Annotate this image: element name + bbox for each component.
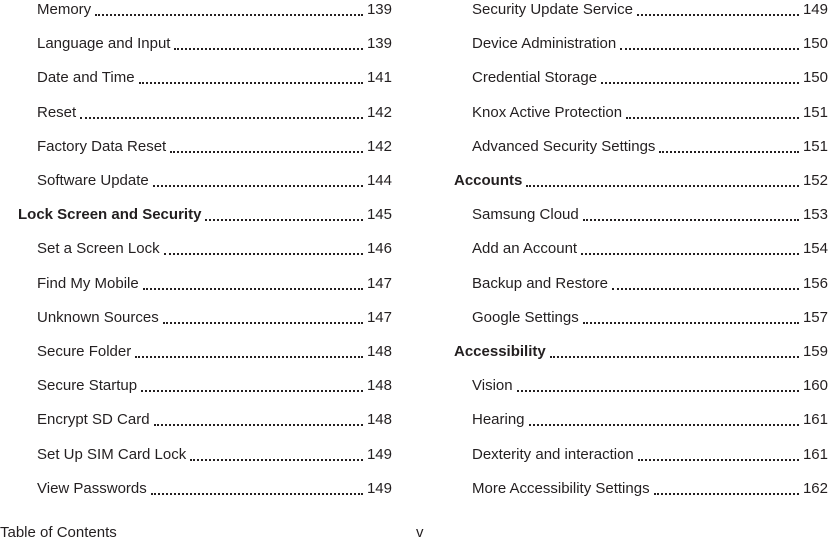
dot-leader <box>154 423 363 426</box>
toc-entry-page: 150 <box>802 69 828 87</box>
toc-entry-page: 156 <box>802 274 828 292</box>
toc-entry[interactable] <box>0 68 392 88</box>
toc-entry[interactable] <box>0 34 392 54</box>
dot-leader <box>626 116 799 119</box>
toc-entry-title: Unknown Sources <box>37 308 159 326</box>
dot-leader <box>80 116 363 119</box>
dot-leader <box>612 287 799 290</box>
toc-entry-page: 146 <box>366 240 392 258</box>
footer-section-label: Table of Contents <box>0 524 117 541</box>
toc-entry[interactable] <box>0 239 392 259</box>
toc-entry-page: 160 <box>802 377 828 395</box>
toc-entry-title: Memory <box>37 1 92 18</box>
dot-leader <box>174 47 363 50</box>
toc-entry-page: 148 <box>366 411 392 429</box>
toc-section-entry[interactable] <box>436 171 828 191</box>
dot-leader <box>143 287 363 290</box>
toc-entry[interactable] <box>0 103 392 123</box>
toc-entry-page: 151 <box>802 103 828 121</box>
toc-entry[interactable] <box>0 479 392 499</box>
toc-entry-page: 145 <box>366 206 392 224</box>
toc-entry[interactable] <box>436 239 828 259</box>
toc-entry-page: 139 <box>366 35 392 53</box>
toc-entry-page: 153 <box>802 206 828 224</box>
toc-entry-page: 151 <box>802 137 828 155</box>
toc-entry[interactable] <box>436 103 828 123</box>
dot-leader <box>526 184 799 187</box>
dot-leader <box>529 423 799 426</box>
toc-entry[interactable] <box>436 205 828 225</box>
toc-entry-page: 149 <box>802 1 828 18</box>
toc-entry[interactable] <box>0 274 392 294</box>
toc-entry[interactable] <box>0 0 392 20</box>
dot-leader <box>620 47 799 50</box>
toc-entry[interactable] <box>436 308 828 328</box>
toc-entry-title: Samsung Cloud <box>472 206 579 224</box>
toc-entry-title: Accessibility <box>454 343 546 360</box>
dot-leader <box>153 184 363 187</box>
toc-entry-title: Set Up SIM Card Lock <box>37 445 187 463</box>
toc-entry-title: Factory Data Reset <box>37 137 167 155</box>
toc-entry-page: 148 <box>366 377 392 395</box>
toc-entry-title: Device Administration <box>472 35 617 53</box>
toc-entry-title: Advanced Security Settings <box>472 137 656 155</box>
toc-entry[interactable] <box>436 410 828 430</box>
toc-entry-title: More Accessibility Settings <box>472 479 650 497</box>
toc-entry-page: 149 <box>366 445 392 463</box>
toc-entry-page: 142 <box>366 103 392 121</box>
toc-entry-page: 157 <box>802 308 828 326</box>
toc-entry[interactable] <box>436 68 828 88</box>
dot-leader <box>550 355 799 358</box>
toc-entry-page: 141 <box>366 69 392 87</box>
toc-entry-title: Google Settings <box>472 308 579 326</box>
toc-entry-page: 148 <box>366 343 392 360</box>
toc-entry[interactable] <box>0 308 392 328</box>
toc-entry-page: 161 <box>802 445 828 463</box>
toc-entry-page: 147 <box>366 274 392 292</box>
toc-entry-title: Date and Time <box>37 69 135 87</box>
toc-entry[interactable] <box>0 376 392 396</box>
toc-section-entry[interactable] <box>0 205 392 225</box>
footer-page-number: v <box>416 524 424 541</box>
toc-entry-title: Vision <box>472 377 513 395</box>
toc-entry-title: Knox Active Protection <box>472 103 623 121</box>
toc-entry[interactable] <box>436 445 828 465</box>
toc-entry-title: Software Update <box>37 172 149 189</box>
dot-leader <box>638 458 799 461</box>
dot-leader <box>141 389 363 392</box>
dot-leader <box>654 492 799 495</box>
toc-entry[interactable] <box>436 479 828 499</box>
toc-entry[interactable] <box>0 445 392 465</box>
toc-entry-title: Find My Mobile <box>37 274 139 292</box>
dot-leader <box>581 252 799 255</box>
toc-entry[interactable] <box>0 410 392 430</box>
toc-entry-title: Credential Storage <box>472 69 598 87</box>
toc-entry-title: Encrypt SD Card <box>37 411 150 429</box>
toc-entry-title: View Passwords <box>37 479 147 497</box>
toc-entry-title: Language and Input <box>37 35 171 53</box>
toc-entry-page: 149 <box>366 479 392 497</box>
toc-entry-page: 161 <box>802 411 828 429</box>
toc-entry-title: Set a Screen Lock <box>37 240 160 258</box>
toc-entry-page: 144 <box>366 172 392 189</box>
dot-leader <box>583 218 799 221</box>
dot-leader <box>151 492 363 495</box>
toc-entry-page: 152 <box>802 172 828 189</box>
dot-leader <box>164 252 363 255</box>
toc-entry[interactable] <box>436 376 828 396</box>
dot-leader <box>517 389 799 392</box>
toc-entry-page: 142 <box>366 137 392 155</box>
toc-entry-title: Add an Account <box>472 240 578 258</box>
toc-entry-page: 162 <box>802 479 828 497</box>
dot-leader <box>583 321 799 324</box>
toc-entry-title: Accounts <box>454 172 523 189</box>
dot-leader <box>190 458 363 461</box>
toc-entry-title: Secure Startup <box>37 377 138 395</box>
toc-entry[interactable] <box>436 137 828 157</box>
toc-entry-page: 159 <box>802 343 828 360</box>
dot-leader <box>135 355 363 358</box>
dot-leader <box>139 81 363 84</box>
toc-entry-title: Security Update Service <box>472 1 633 18</box>
toc-entry[interactable] <box>436 0 828 20</box>
toc-entry[interactable] <box>0 137 392 157</box>
toc-entry[interactable] <box>0 171 392 191</box>
toc-entry-page: 139 <box>366 1 392 18</box>
toc-entry-title: Secure Folder <box>37 343 132 360</box>
dot-leader <box>95 13 363 16</box>
toc-entry[interactable] <box>436 274 828 294</box>
toc-entry-page: 147 <box>366 308 392 326</box>
toc-entry-title: Backup and Restore <box>472 274 608 292</box>
toc-entry-title: Dexterity and interaction <box>472 445 634 463</box>
toc-entry[interactable] <box>436 34 828 54</box>
toc-entry-title: Hearing <box>472 411 525 429</box>
toc-entry-page: 154 <box>802 240 828 258</box>
toc-entry-title: Lock Screen and Security <box>18 206 202 224</box>
dot-leader <box>601 81 799 84</box>
dot-leader <box>163 321 363 324</box>
toc-section-entry[interactable] <box>436 342 828 362</box>
dot-leader <box>205 218 363 221</box>
dot-leader <box>659 150 799 153</box>
toc-entry-title: Reset <box>37 103 77 121</box>
dot-leader <box>170 150 363 153</box>
toc-entry-page: 150 <box>802 35 828 53</box>
toc-entry[interactable] <box>0 342 392 362</box>
dot-leader <box>637 13 799 16</box>
